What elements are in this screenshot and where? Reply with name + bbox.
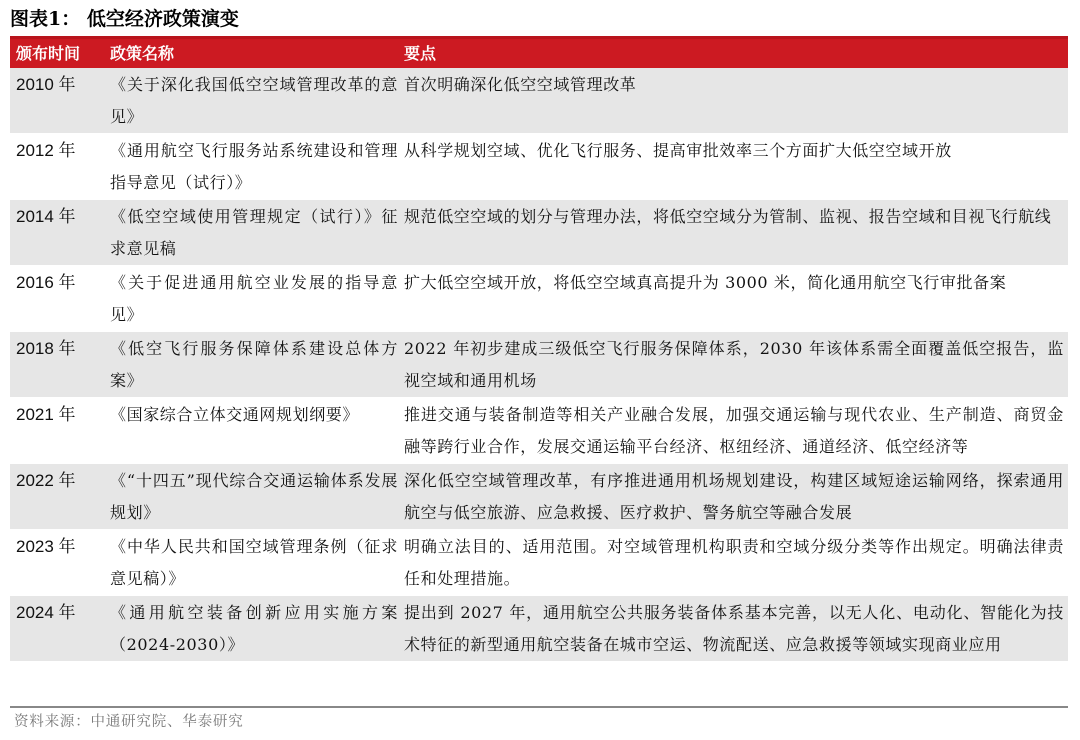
row-year: 2012 年 xyxy=(16,141,76,160)
bottom-divider xyxy=(10,706,1068,708)
row-policy-name: 《通用航空飞行服务站系统建设和管理指导意见（试行）》 xyxy=(110,141,398,192)
table-row xyxy=(10,134,1068,200)
row-policy-name: 《低空空域使用管理规定（试行）》征求意见稿 xyxy=(110,207,398,258)
row-year: 2021 年 xyxy=(16,405,76,424)
row-policy-name: 《“十四五”现代综合交通运输体系发展规划》 xyxy=(110,471,398,522)
table-row xyxy=(10,266,1068,332)
row-year: 2014 年 xyxy=(16,207,76,226)
figure-title: 图表1： 低空经济政策演变 xyxy=(10,8,239,30)
table-row xyxy=(10,332,1068,398)
header-key-points: 要点 xyxy=(404,44,437,63)
row-year: 2016 年 xyxy=(16,273,76,292)
table-row xyxy=(10,200,1068,266)
header-policy-name: 政策名称 xyxy=(110,44,175,63)
row-policy-name: 《中华人民共和国空域管理条例（征求意见稿）》 xyxy=(110,537,398,588)
source-note: 资料来源：中通研究院、华泰研究 xyxy=(14,714,244,730)
table-row xyxy=(10,530,1068,596)
row-key-point: 明确立法目的、适用范围。对空域管理机构职责和空域分级分类等作出规定。明确法律责任和处理措施。 xyxy=(404,537,1064,588)
row-key-point: 深化低空空域管理改革，有序推进通用机场规划建设，构建区域短途运输网络，探索通用航空与低空旅游、应急救援、医疗救护、警务航空等融合发展 xyxy=(404,471,1064,522)
policy-table xyxy=(10,39,1068,662)
row-year: 2022 年 xyxy=(16,471,76,490)
row-year: 2024 年 xyxy=(16,603,76,622)
row-year: 2010 年 xyxy=(16,75,76,94)
table-row xyxy=(10,68,1068,134)
row-key-point: 从科学规划空域、优化飞行服务、提高审批效率三个方面扩大低空空域开放 xyxy=(404,141,952,160)
row-year: 2023 年 xyxy=(16,537,76,556)
row-key-point: 提出到 2027 年，通用航空公共服务装备体系基本完善，以无人化、电动化、智能化为技术特征的新型通用航空装备在城市空运、物流配送、应急救援等领域实现商业应用 xyxy=(404,603,1064,654)
table-row xyxy=(10,464,1068,530)
table-row xyxy=(10,596,1068,662)
row-policy-name: 《低空飞行服务保障体系建设总体方案》 xyxy=(110,339,398,390)
table-header xyxy=(10,39,1068,68)
row-policy-name: 《关于促进通用航空业发展的指导意见》 xyxy=(110,273,398,324)
row-policy-name: 《国家综合立体交通网规划纲要》 xyxy=(110,405,360,424)
row-key-point: 首次明确深化低空空域管理改革 xyxy=(404,75,637,94)
row-key-point: 扩大低空空域开放，将低空空域真高提升为 3000 米，简化通用航空飞行审批备案 xyxy=(404,273,1007,292)
row-key-point: 规范低空空域的划分与管理办法，将低空空域分为管制、监视、报告空域和目视飞行航线 xyxy=(404,207,1052,226)
row-policy-name: 《通用航空装备创新应用实施方案（2024-2030）》 xyxy=(110,603,398,654)
row-year: 2018 年 xyxy=(16,339,76,358)
row-policy-name: 《关于深化我国低空空域管理改革的意见》 xyxy=(110,75,398,126)
table-row xyxy=(10,398,1068,464)
row-key-point: 推进交通与装备制造等相关产业融合发展，加强交通运输与现代农业、生产制造、商贸金融等跨行业合作，发展交通运输平台经济、枢纽经济、通道经济、低空经济等 xyxy=(404,405,1064,456)
row-key-point: 2022 年初步建成三级低空飞行服务保障体系，2030 年该体系需全面覆盖低空报告，监视空域和通用机场 xyxy=(404,339,1064,390)
header-date: 颁布时间 xyxy=(16,44,81,63)
